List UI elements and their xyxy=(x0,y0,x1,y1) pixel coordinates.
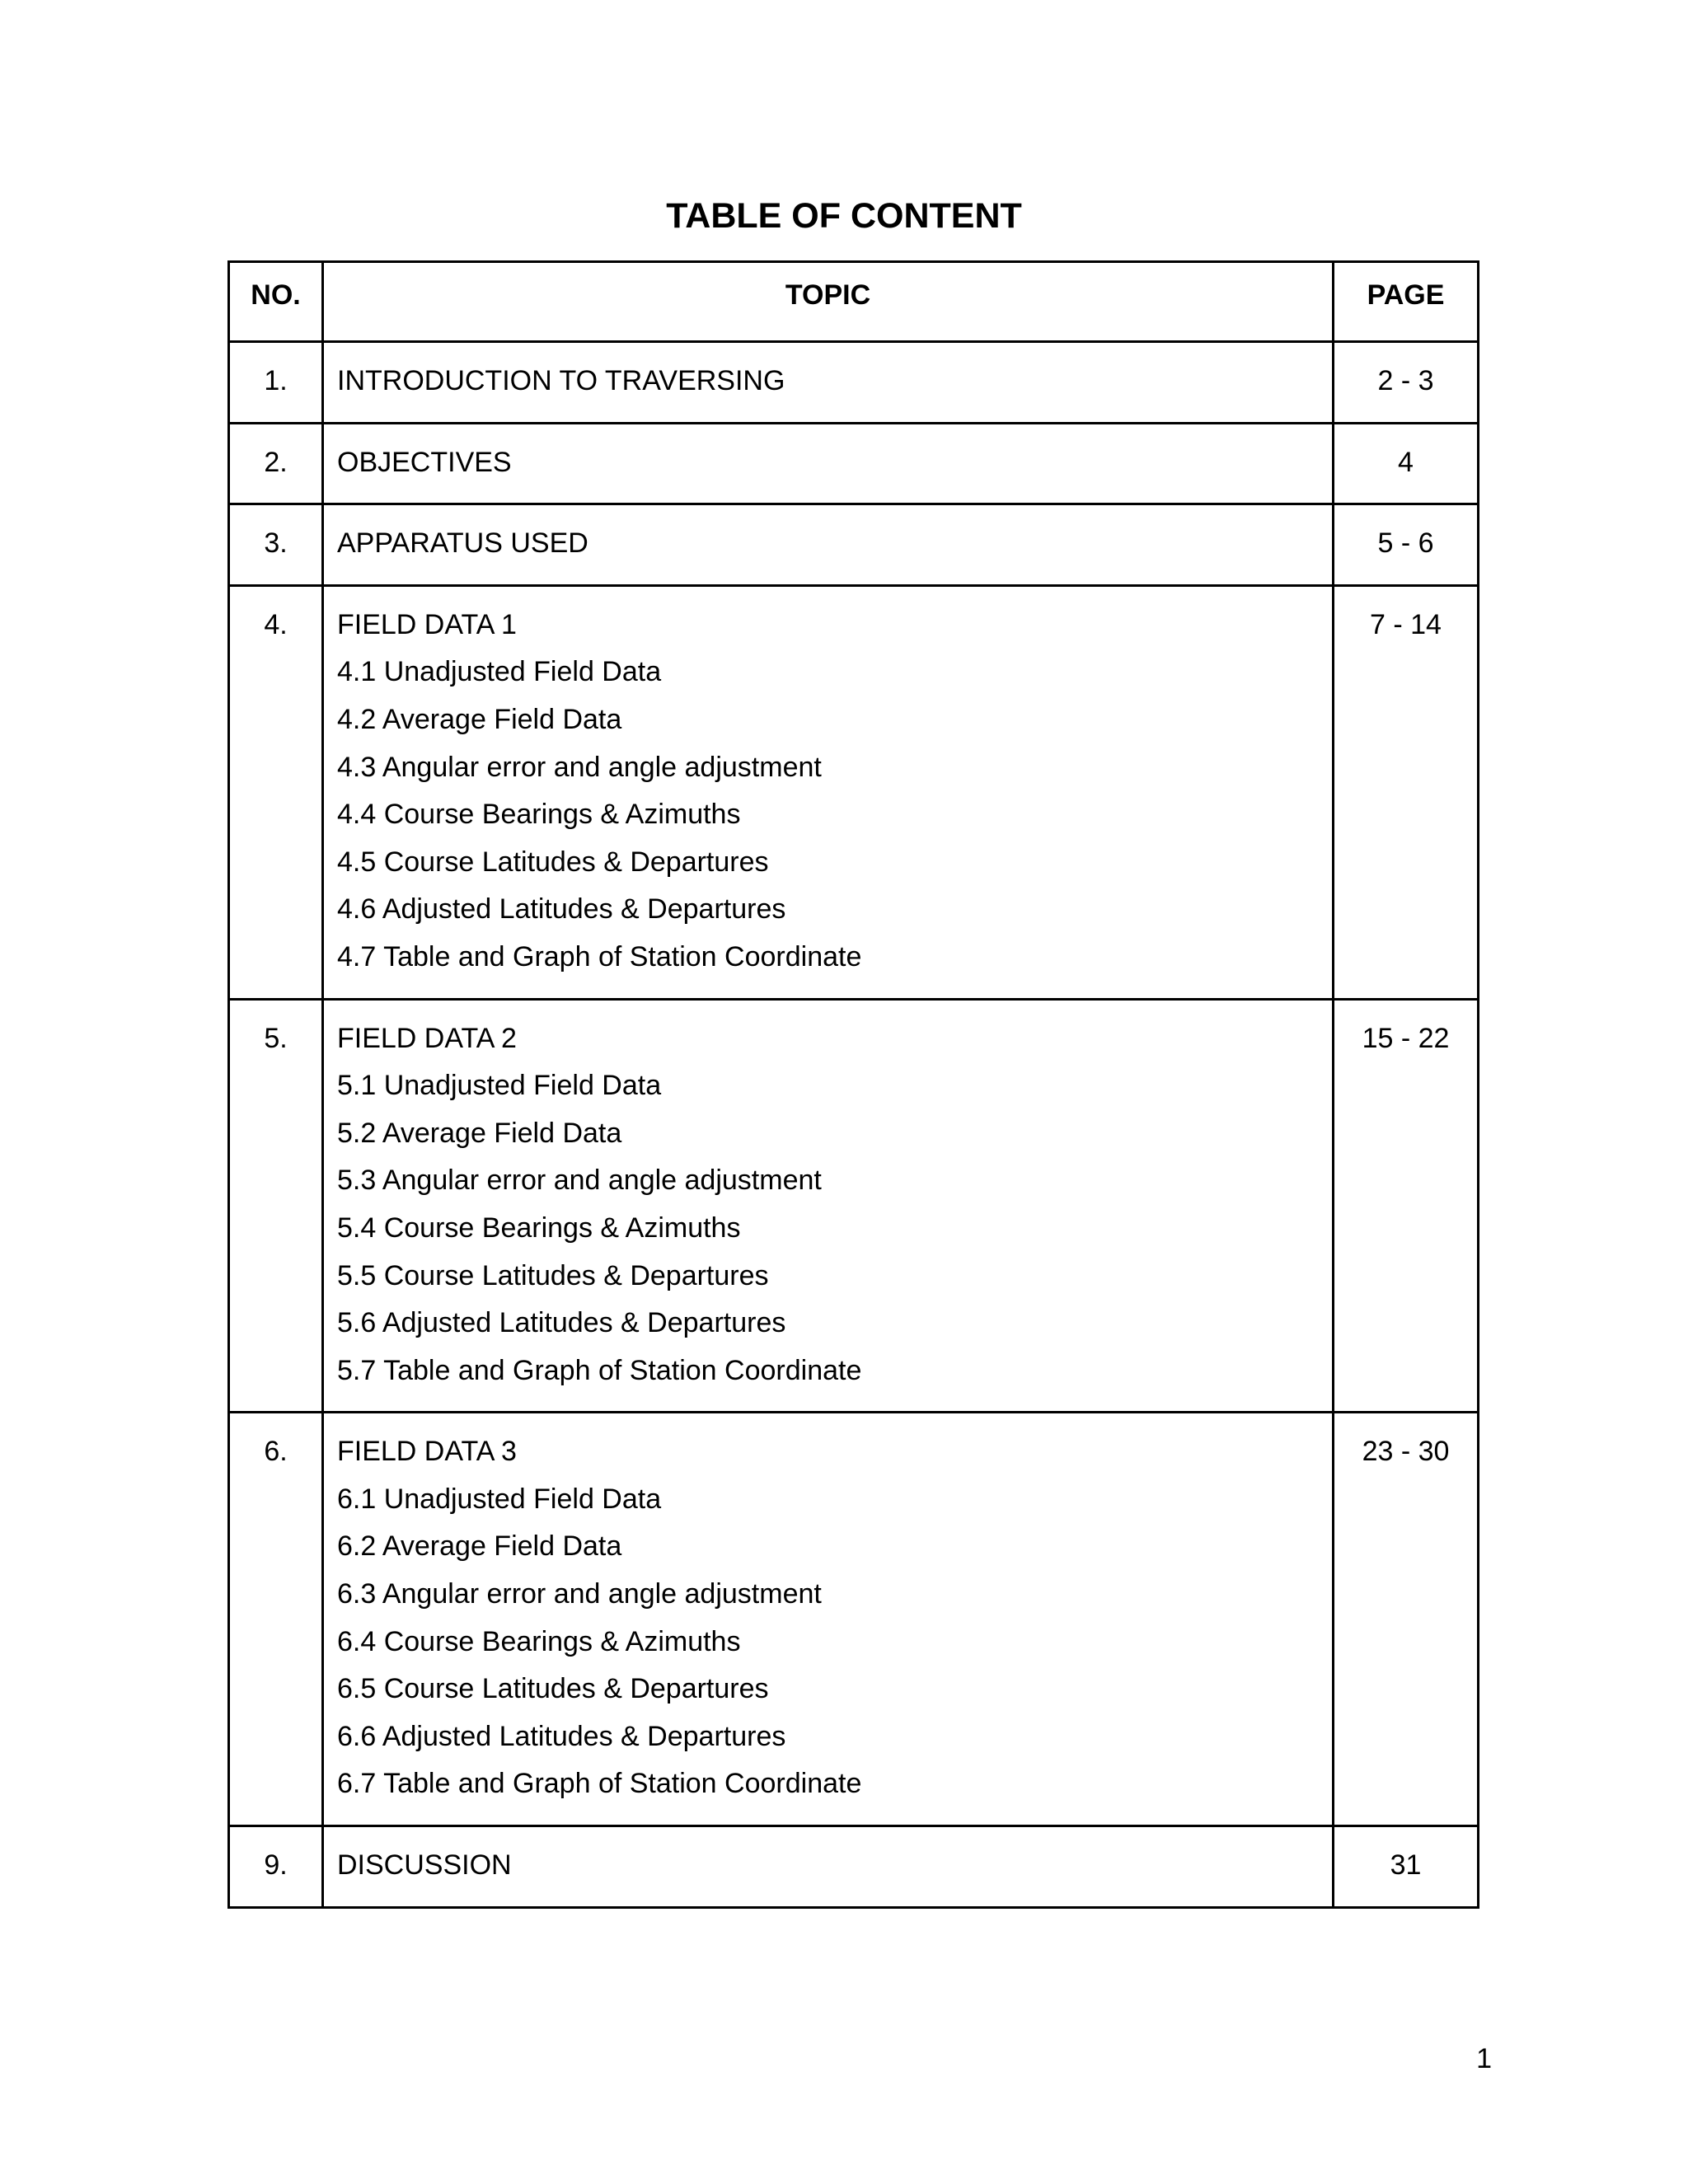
row-number-cell xyxy=(229,1826,323,1908)
subtopic-item: 4.2 Average Field Data xyxy=(337,703,622,735)
header-page: PAGE xyxy=(1334,262,1479,342)
row-number: 4. xyxy=(264,608,288,640)
topic-title: FIELD DATA 1 xyxy=(337,608,517,640)
row-number: 6. xyxy=(264,1436,288,1468)
page-range-cell xyxy=(1334,999,1479,1413)
row-number-cell xyxy=(229,585,323,999)
row-number: 9. xyxy=(264,1849,288,1882)
page-range: 4 xyxy=(1398,446,1414,478)
subtopic-item: 6.1 Unadjusted Field Data xyxy=(337,1483,662,1515)
page-range: 7 - 14 xyxy=(1370,608,1442,640)
subtopic-item: 5.6 Adjusted Latitudes & Departures xyxy=(337,1307,786,1339)
subtopic-item: 5.5 Course Latitudes & Departures xyxy=(337,1259,769,1291)
row-number-cell xyxy=(229,342,323,424)
row-number: 3. xyxy=(264,527,288,560)
topic-cell xyxy=(323,504,1334,586)
subtopic-item: 4.5 Course Latitudes & Departures xyxy=(337,846,769,878)
toc-table xyxy=(227,260,1479,1909)
subtopic-item: 5.3 Angular error and angle adjustment xyxy=(337,1165,822,1197)
page-range: 31 xyxy=(1390,1849,1422,1882)
toc-header-row xyxy=(229,262,1479,342)
page-range: 2 - 3 xyxy=(1377,365,1434,396)
subtopic-item: 6.5 Course Latitudes & Departures xyxy=(337,1673,769,1705)
topic-cell xyxy=(323,585,1334,999)
topic-title: APPARATUS USED xyxy=(337,527,588,560)
page-range: 5 - 6 xyxy=(1377,527,1434,560)
row-number: 5. xyxy=(264,1022,288,1054)
subtopic-item: 5.4 Course Bearings & Azimuths xyxy=(337,1212,741,1244)
row-number-cell xyxy=(229,1413,323,1826)
topic-cell xyxy=(323,1413,1334,1826)
document-title: TABLE OF CONTENT xyxy=(666,196,1022,236)
subtopic-item: 4.1 Unadjusted Field Data xyxy=(337,656,662,688)
topic-title: INTRODUCTION TO TRAVERSING xyxy=(337,365,785,396)
subtopic-item: 4.7 Table and Graph of Station Coordinate xyxy=(337,940,862,972)
page-range-cell xyxy=(1334,504,1479,586)
table-row xyxy=(229,1413,1479,1826)
subtopic-item: 5.7 Table and Graph of Station Coordinate xyxy=(337,1354,862,1386)
subtopic-item: 5.1 Unadjusted Field Data xyxy=(337,1070,662,1102)
page-range: 23 - 30 xyxy=(1362,1436,1450,1468)
table-row xyxy=(229,423,1479,504)
topic-title: FIELD DATA 2 xyxy=(337,1022,517,1054)
header-topic: TOPIC xyxy=(323,262,1334,342)
subtopic-item: 6.7 Table and Graph of Station Coordinate xyxy=(337,1768,862,1800)
subtopic-item: 6.6 Adjusted Latitudes & Departures xyxy=(337,1720,786,1752)
subtopic-item: 5.2 Average Field Data xyxy=(337,1117,622,1149)
subtopic-item: 4.4 Course Bearings & Azimuths xyxy=(337,799,741,831)
page-range-cell xyxy=(1334,1826,1479,1908)
subtopic-item: 6.4 Course Bearings & Azimuths xyxy=(337,1625,741,1657)
topic-title: OBJECTIVES xyxy=(337,446,512,478)
subtopic-item: 4.6 Adjusted Latitudes & Departures xyxy=(337,893,786,926)
row-number-cell xyxy=(229,423,323,504)
subtopic-item: 4.3 Angular error and angle adjustment xyxy=(337,751,822,783)
row-number: 2. xyxy=(264,446,288,478)
page-range-cell xyxy=(1334,423,1479,504)
table-row xyxy=(229,1826,1479,1908)
topic-cell xyxy=(323,999,1334,1413)
page-range-cell xyxy=(1334,342,1479,424)
toc-body xyxy=(229,342,1479,1908)
table-row xyxy=(229,999,1479,1413)
topic-cell xyxy=(323,423,1334,504)
topic-cell xyxy=(323,342,1334,424)
page-range: 15 - 22 xyxy=(1362,1022,1450,1054)
page-range-cell xyxy=(1334,1413,1479,1826)
row-number: 1. xyxy=(264,365,288,396)
table-row xyxy=(229,504,1479,586)
topic-cell xyxy=(323,1826,1334,1908)
page-range-cell xyxy=(1334,585,1479,999)
topic-title: DISCUSSION xyxy=(337,1849,512,1882)
table-row xyxy=(229,342,1479,424)
subtopic-item: 6.2 Average Field Data xyxy=(337,1530,622,1563)
header-no: NO. xyxy=(229,262,323,342)
table-row xyxy=(229,585,1479,999)
row-number-cell xyxy=(229,999,323,1413)
row-number-cell xyxy=(229,504,323,586)
page-number: 1 xyxy=(1476,2043,1492,2074)
subtopic-item: 6.3 Angular error and angle adjustment xyxy=(337,1578,822,1610)
topic-title: FIELD DATA 3 xyxy=(337,1436,517,1468)
